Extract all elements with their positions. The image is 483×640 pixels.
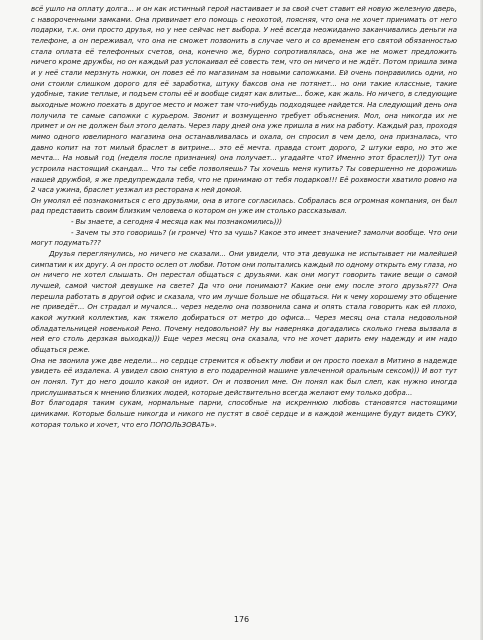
page-number: 176 xyxy=(233,615,250,624)
paragraph-dialogue-line-1: - Вы знаете, а сегодня 4 месяца как мы познакомились))) xyxy=(71,217,282,227)
document-body xyxy=(31,4,457,430)
paragraph-meet-friends: Он умолял её познакомиться с его друзьями, она в итоге согласилась. Собралась вся огромная компания, он был рад представить своим близким человека о котором он уже им столько рассказывал. xyxy=(31,195,457,216)
paragraph-realization: Она не звонила уже две недели... но сердце стремится к объекту любви и он просто поехал в Митино в надежде увидеть её издалека. А увидел свою снятую в его подаренной машине увлеченной оральным сексом))) И вот тут он понял. Тут до него дошло какой он идиот. Он и позвонил мне. Он понял как был слеп, как нужно иногда прислушиваться к мнению близких людей, которые действительно всегда желают ему только добра... xyxy=(31,355,457,397)
paragraph-conclusion: Вот благодаря таким сукам, нормальные парни, способные на искреннюю любовь становятся настоящими циниками. Которые больше никогда и никого не пустят в своё сердце и в каждой женщине будут видеть СУКУ, которая только и хочет, что его ПОПОЛЬЗОВАТЬ». xyxy=(31,398,457,429)
paragraph-dialogue-line-2: - Зачем ты это говоришь? (и громче) Что за чушь? Какое это имеет значение? замолчи вообще. Что они могут подумать??? xyxy=(31,227,457,248)
paragraph-friends-reaction: Друзья переглянулись, но ничего не сказали... Они увидели, что эта девушка не испытывает ни малейшей симпатии к их другу. А он просто ослеп от любви. Потом они попытались каждый по одному открыть ему глаза, но он ничего не хотел слышать. Он перестал общаться с друзьями. как они могут говорить такие вещи о самой лучшей, самой чистой девушке на свете? Да что они понимают? Какие они ему после этого друзья??? Она перешла работать в другой офис и сказала, что им лучше больше не общаться. Ни к чему хорошему это общение не приведёт... Он страдал и мучался... через неделю она позвонила сама и опять стала говорить как ей плохо, какой жуткий коллектив, как тяжело добираться от метро до офиса... Через месяц она стала недовольной обладательницей новенькой Рено. Почему недовольной? Ну вы наверняка догадались сколько гнева вызвала в ней его столь дерзкая выходка))) Еще через месяц она сказала, что не хочет дарить ему надежду и им надо общаться реже. xyxy=(31,249,457,354)
paragraph-story-gifts: всё ушло на оплату долга... и он как истинный герой настаивает и за свой счет ставит ей новую железную дверь, с навороченными замками. Она привинает его помощь с неохотой, поясняя, что она не хочет принимать от него подарки, т.к. они просто друзья, но у нее сейчас нет выбора. У неё всегда неожиданно заканчивались деньги на телефоне, а он переживал, что она не сможет позвонить в случае чего и со временем его святой обязанностью стала оплата её телефонных счетов, она, конечно же, бурно сопротивлялась, она же не может предложить ничего кроме дружбы, но он каждый раз успокаивал её совесть тем, что он ничего и не ждёт. Потом пришла зима и у неё стали мерзнуть ножки, он повез её по магазинам за новыми сапожками. Ей очень понравились одни, но они стоили слишком дорого для её заработка, штуку баксов она не потянет... но они такие классные, такие удобные, такие теплые, и подъем стопы её и вообще сидят как влитые... боже, как жаль. Но ничего, в следующие выходные можно поехать в другое место и может там что-нибудь подходящее найдется. На следующий день она получила те самые сапожки с курьером. Звонит и возмущенно требует объяснения. Мол, она никогда их не примет и он не должен был этого делать. Через пару дней она уже пришла в них на работу. Каждый раз, проходя мимо одного ювелирного магазина она останавливалась и охала, он спросил в чем дело, она призналась, что давно копит на тот милый браслет в витрине... это её мечта. правда стоит дорого, 2 штуки евро, но это же мечта... На новый год (неделя после признания) она получает... угадайте что? Именно этот браслет))) Тут она устроила настоящий скандал... Что ты себе позволяешь? Ты хочешь меня купить? Ты совершенно не дорожишь нашей дружбой, я же предупреждала тебя, что не принимаю от тебя подарков!!! Её рохвмости хватило ровно на 2 часа ужина, браслет уезжал из ресторана к ней домой. xyxy=(31,4,457,195)
